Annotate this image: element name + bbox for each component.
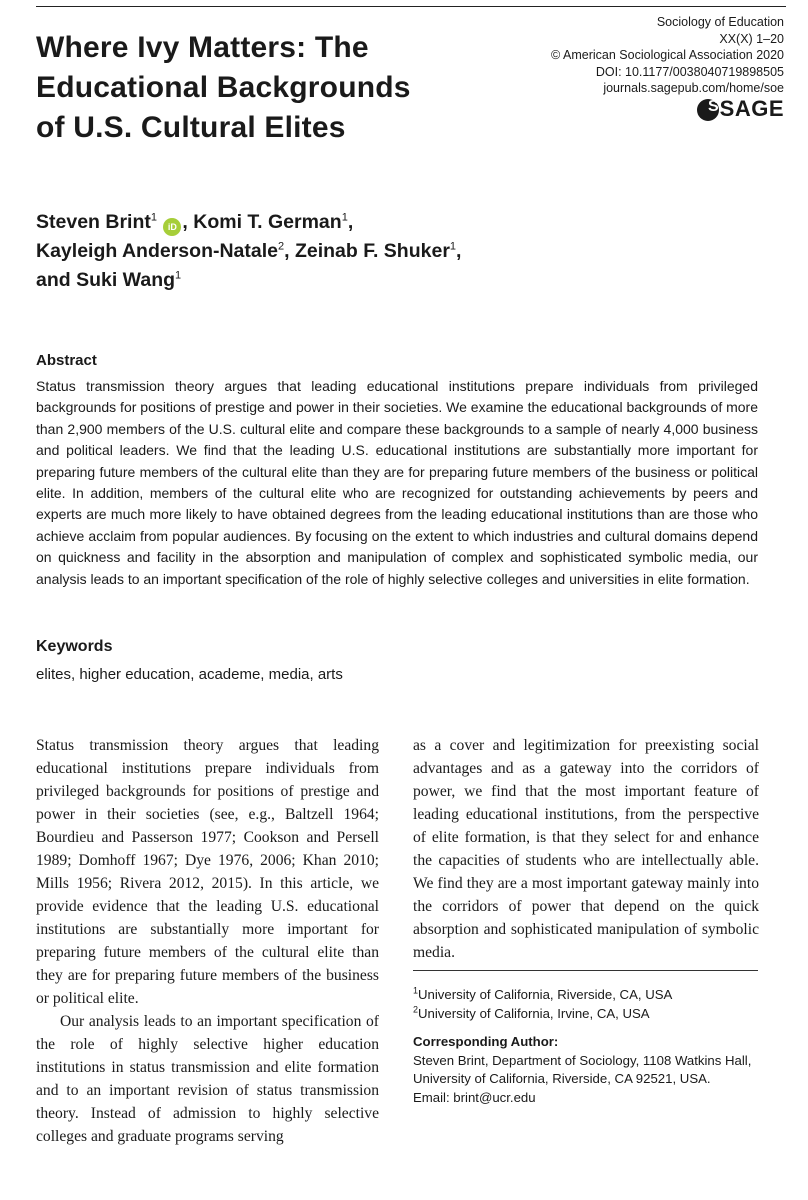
journal-volume: XX(X) 1–20 xyxy=(719,31,784,46)
affiliation-marker: 1 xyxy=(175,269,182,282)
orcid-icon[interactable]: iD xyxy=(163,218,181,236)
footnote-rule xyxy=(413,970,758,971)
body-paragraph: as a cover and legitimization for preexisting social advantages and as a gateway into the corridors of power, we find that the most important feature of leading educational institutions, from the perspective of elite formation, is that they select for and enhance the capacities of students who are intellectually able. We find they are a most important gateway mainly into the corridors of power that depend on the quick absorption and sophisticated manipulation of symbolic media. xyxy=(413,737,759,961)
author-list xyxy=(36,208,596,295)
affiliation-marker: 2 xyxy=(278,240,285,253)
journal-name: Sociology of Education xyxy=(656,15,784,29)
author-name: Steven Brint xyxy=(36,211,151,233)
keywords-heading: Keywords xyxy=(36,638,113,655)
abstract-heading: Abstract xyxy=(36,352,97,369)
author-name: , Zeinab F. Shuker xyxy=(284,240,450,262)
body-column-left xyxy=(36,734,379,1148)
title-line: of U.S. Cultural Elites xyxy=(36,111,346,144)
corresponding-author-address: Steven Brint, Department of Sociology, 1108 Watkins Hall, University of California, Riverside, CA 92521, USA. xyxy=(413,1052,752,1086)
affiliation-1 xyxy=(413,986,763,1005)
affiliation-2 xyxy=(413,1005,763,1024)
keywords-text: elites, higher education, academe, media, arts xyxy=(36,666,343,683)
article-title xyxy=(36,28,476,148)
author-name: , Komi T. German xyxy=(182,211,342,233)
affiliation-marker: 1 xyxy=(449,240,457,253)
author-separator: , xyxy=(456,240,462,262)
affiliation-marker: 1 xyxy=(341,211,348,224)
sage-logo xyxy=(551,96,784,122)
affiliation-marker: 1 xyxy=(413,985,419,996)
title-line: Where Ivy Matters: The xyxy=(36,31,369,64)
corresponding-author-email[interactable]: Email: brint@ucr.edu xyxy=(413,1089,536,1105)
top-rule xyxy=(36,6,786,7)
journal-doi[interactable]: DOI: 10.1177/0038040719898505 xyxy=(595,64,784,79)
journal-info xyxy=(551,14,784,121)
author-name: Kayleigh Anderson-Natale xyxy=(36,240,278,262)
journal-copyright: © American Sociological Association 2020 xyxy=(551,48,784,62)
abstract-text: Status transmission theory argues that leading educational institutions prepare individuals from privileged backgrounds for positions of prestige and power in their societies. We examine the educational backgrounds of more than 2,900 members of the U.S. cultural elite and compare these backgrounds to a sample of nearly 4,000 business and political leaders. We find that the leading U.S. educational institutions are substantially more important for preparing future members of the cultural elite than they are for preparing future members of the business or political elite. In addition, members of the cultural elite who are recognized for outstanding achievements by peers and experts are much more likely to have obtained degrees from the leading educational institutions than are those who achieve acclaim from popular audiences. By focusing on the extent to which industries and cultural domains depend on quickness and facility in the absorption and manipulation of complex and sophisticated symbolic media, our analysis leads to an important specification of the role of highly selective colleges and universities in elite formation. xyxy=(36,378,758,587)
affiliation-text: University of California, Irvine, CA, USA xyxy=(418,1005,650,1021)
affiliation-text: University of California, Riverside, CA, USA xyxy=(418,987,673,1002)
author-separator: , xyxy=(347,211,354,233)
corresponding-author-heading: Corresponding Author: xyxy=(413,1034,559,1049)
affiliation-marker: 1 xyxy=(150,211,157,224)
body-paragraph: Our analysis leads to an important specification of the role of highly selective higher education institutions in status transmission and elite formation and to an important revision of status transmission theory. Instead of admission to highly selective colleges and graduate programs serving xyxy=(36,1013,379,1145)
author-name: and Suki Wang xyxy=(36,269,176,291)
journal-url[interactable]: journals.sagepub.com/home/soe xyxy=(603,81,784,95)
body-paragraph: Status transmission theory argues that leading educational institutions prepare individuals from privileged backgrounds for positions of prestige and power in their societies (see, e.g., Baltzell 1964; Bourdieu and Passerson 1977; Cookson and Persell 1989; Domhoff 1967; Dye 1976, 2006; Khan 2010; Mills 1956; Rivera 2012, 2015). In this article, we provide evidence that the leading U.S. educational institutions are substantially more important for preparing future members of the cultural elite than they are for preparing future members of the business or political elite. xyxy=(36,737,379,1007)
footnotes xyxy=(413,986,763,1107)
sage-logo-icon: S xyxy=(697,99,719,121)
affiliation-marker: 2 xyxy=(413,1004,419,1015)
title-line: Educational Backgrounds xyxy=(36,71,411,104)
sage-logo-text: SAGE xyxy=(719,96,784,122)
